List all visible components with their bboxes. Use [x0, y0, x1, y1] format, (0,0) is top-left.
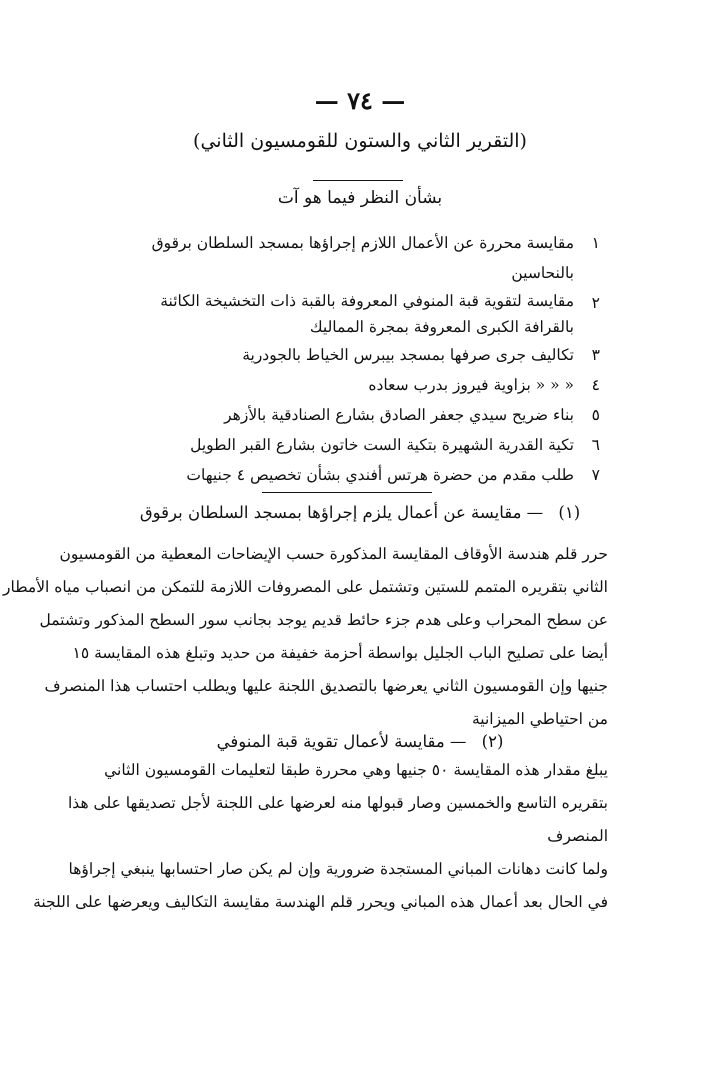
- section-heading-text: — مقايسة عن أعمال يلزم إجراؤها بمسجد السلطان برقوق: [139, 503, 544, 522]
- agenda-item-number: ٣: [591, 346, 600, 364]
- paragraph-line: ولما كانت دهانات المباني المستجدة ضرورية وإن لم يكن صار احتسابها ينبغي إجراؤها: [68, 860, 608, 878]
- paragraph-line: الثاني بتقريره المتمم للستين وتشتمل على المصروفات اللازمة للتمكن من انصباب مياه الأمطار: [2, 578, 608, 596]
- agenda-list: [120, 228, 600, 490]
- divider: [262, 492, 432, 493]
- agenda-item-number: ١: [591, 234, 600, 252]
- agenda-item: [120, 400, 600, 430]
- section-heading: [0, 503, 720, 522]
- paragraph-line: أيضا على تصليح الباب الجليل بواسطة أحزمة خفيفة من حديد وتبلغ هذه المقايسة ١٥: [72, 644, 608, 662]
- agenda-item-number: ٦: [591, 436, 600, 454]
- agenda-item-text: « « « بزاوية فيروز بدرب سعاده: [368, 376, 574, 394]
- paragraph-line: في الحال بعد أعمال هذه المباني ويحرر قلم الهندسة مقايسة التكاليف ويعرضها على اللجنة: [33, 893, 608, 911]
- report-title: (التقرير الثاني والستون للقومسيون الثاني): [193, 130, 527, 152]
- paragraph-line: جنيها وإن القومسيون الثاني يعرضها بالتصديق اللجنة عليها ويطلب احتساب هذا المنصرف: [44, 677, 608, 695]
- section-heading-text: — مقايسة لأعمال تقوية قبة المنوفي: [216, 732, 467, 751]
- section-number: (٢): [481, 732, 504, 751]
- agenda-item-text: مقايسة لتقوية قبة المنوفي المعروفة بالقبة ذات التخشيخة الكائنة بالقرافة الكبرى المعروفة بمجرة المماليك: [160, 292, 574, 336]
- agenda-item-number: ٢: [591, 294, 600, 312]
- agenda-item-text: بناء ضريح سيدي جعفر الصادق بشارع الصنادقية بالأزهر: [224, 406, 574, 424]
- paragraph-line: حرر قلم هندسة الأوقاف المقايسة المذكورة حسب الإيضاحات المعطية من القومسيون: [59, 545, 608, 563]
- agenda-item: [120, 340, 600, 370]
- agenda-item: [120, 460, 600, 490]
- paragraph-line: بتقريره التاسع والخمسين وصار قبولها منه لعرضها على اللجنة لأجل تصديقها على هذا: [68, 794, 608, 812]
- paragraph-line: يبلغ مقدار هذه المقايسة ٥٠ جنيها وهي محررة طبقا لتعليمات القومسيون الثاني: [104, 761, 608, 779]
- report-subject: بشأن النظر فيما هو آت: [277, 188, 443, 208]
- divider: [313, 180, 403, 181]
- agenda-item-number: ٥: [591, 406, 600, 424]
- section-number: (١): [558, 503, 581, 522]
- agenda-item-number: ٧: [591, 466, 600, 484]
- section-paragraph: [2, 538, 608, 736]
- page-number: — ٧٤ —: [314, 86, 406, 115]
- paragraph-line: من احتياطي الميزانية: [471, 710, 608, 728]
- agenda-item: [120, 370, 600, 400]
- section-paragraph: [33, 754, 608, 919]
- agenda-item-text: تكاليف جرى صرفها بمسجد بيبرس الخياط بالجودرية: [242, 346, 574, 364]
- agenda-item-text: تكية القدرية الشهيرة بتكية الست خاتون بشارع القبر الطويل: [190, 436, 574, 454]
- agenda-item: [120, 430, 600, 460]
- agenda-item: [120, 288, 600, 340]
- paragraph-line: عن سطح المحراب وعلى هدم جزء حائط قديم يوجد بجانب سور السطح المذكور وتشتمل: [39, 611, 608, 629]
- agenda-item-text: طلب مقدم من حضرة هرتس أفندي بشأن تخصيص ٤ جنيهات: [186, 466, 574, 484]
- agenda-item: [120, 228, 600, 288]
- paragraph-line: المنصرف: [547, 827, 608, 845]
- agenda-item-number: ٤: [591, 376, 600, 394]
- agenda-item-text: مقايسة محررة عن الأعمال اللازم إجراؤها بمسجد السلطان برقوق بالنحاسين: [151, 234, 574, 282]
- section-heading: [0, 732, 720, 751]
